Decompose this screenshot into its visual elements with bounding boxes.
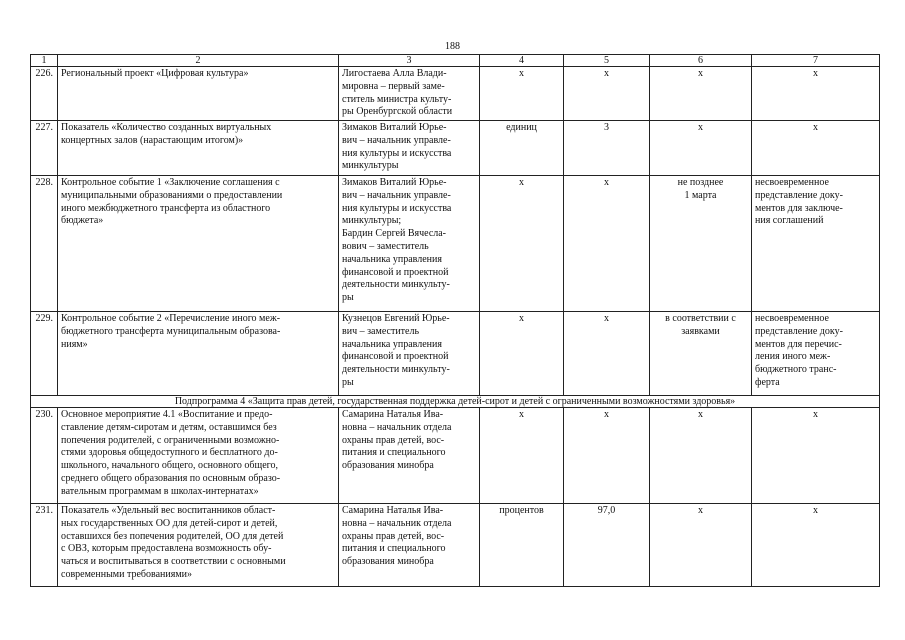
column-header: 1 <box>31 55 58 67</box>
row-number: 226. <box>31 67 58 121</box>
row-number: 230. <box>31 408 58 504</box>
target-value: х <box>564 312 650 396</box>
deadline: в соответствии с заявками <box>650 312 752 396</box>
column-header: 6 <box>650 55 752 67</box>
responsible-person: Зимаков Виталий Юрье- вич – начальник управле- ния культуры и искусства минкультуры <box>339 121 480 176</box>
row-number: 227. <box>31 121 58 176</box>
target-value: х <box>564 408 650 504</box>
table-row <box>31 67 880 121</box>
column-header: 7 <box>752 55 880 67</box>
subprogram-title: Подпрограмма 4 «Защита прав детей, государственная поддержка детей-сирот и детей с ограниченными возможностями здоровья» <box>31 396 880 408</box>
column-header: 2 <box>58 55 339 67</box>
unit-of-measure: х <box>480 176 564 312</box>
responsible-person: Самарина Наталья Ива- новна – начальник отдела охраны прав детей, вос- питания и специального образования минобра <box>339 408 480 504</box>
deadline: х <box>650 408 752 504</box>
target-value: 97,0 <box>564 504 650 587</box>
deadline: не позднее 1 марта <box>650 176 752 312</box>
deadline: х <box>650 67 752 121</box>
table-row <box>31 176 880 312</box>
table-row <box>31 312 880 396</box>
unit-of-measure: х <box>480 312 564 396</box>
item-name: Основное мероприятие 4.1 «Воспитание и предо- ставление детям-сиротам и детям, оставшимся без попечения родителей, с ограниченными возможно- стями здоровья общедоступного и бесплатного до- школьного, начального общего, основного общего, среднего общего образования по основным образо- вательным программам в школах-интернатах» <box>58 408 339 504</box>
page-number: 188 <box>445 41 460 52</box>
risk-description: х <box>752 504 880 587</box>
unit-of-measure: х <box>480 408 564 504</box>
unit-of-measure: единиц <box>480 121 564 176</box>
column-header-row <box>31 55 880 67</box>
item-name: Контрольное событие 2 «Перечисление иного меж- бюджетного трансферта муниципальным образова- ниям» <box>58 312 339 396</box>
row-number: 229. <box>31 312 58 396</box>
column-header: 4 <box>480 55 564 67</box>
target-value: 3 <box>564 121 650 176</box>
activity-table <box>30 54 880 587</box>
row-number: 228. <box>31 176 58 312</box>
deadline: х <box>650 121 752 176</box>
column-header: 5 <box>564 55 650 67</box>
responsible-person: Самарина Наталья Ива- новна – начальник отдела охраны прав детей, вос- питания и специального образования минобра <box>339 504 480 587</box>
table-row <box>31 121 880 176</box>
table-row <box>31 408 880 504</box>
responsible-person: Кузнецов Евгений Юрье- вич – заместитель начальника управления финансовой и проектной деятельности минкульту- ры <box>339 312 480 396</box>
item-name: Показатель «Удельный вес воспитанников област- ных государственных ОО для детей-сирот и детей, оставшихся без попечения родителей, ОО для детей с ОВЗ, которым предоставлена возможность обу- чаться и воспитываться в соответствии с основными современными требованиями» <box>58 504 339 587</box>
risk-description: х <box>752 408 880 504</box>
unit-of-measure: х <box>480 67 564 121</box>
deadline: х <box>650 504 752 587</box>
item-name: Контрольное событие 1 «Заключение соглашения с муниципальными образованиями о предоставлении иного межбюджетного трансферта из областного бюджета» <box>58 176 339 312</box>
risk-description: несвоевременное представление доку- ментов для перечис- ления иного меж- бюджетного транс- ферта <box>752 312 880 396</box>
risk-description: х <box>752 121 880 176</box>
column-header: 3 <box>339 55 480 67</box>
responsible-person: Лигостаева Алла Влади- мировна – первый заме- ститель министра культу- ры Оренбургской области <box>339 67 480 121</box>
target-value: х <box>564 176 650 312</box>
item-name: Показатель «Количество созданных виртуальных концертных залов (нарастающим итогом)» <box>58 121 339 176</box>
responsible-person: Зимаков Виталий Юрье- вич – начальник управле- ния культуры и искусства минкультуры; Бардин Сергей Вячесла- вович – заместитель начальника управления финансовой и проектной деятельности минкульту- ры <box>339 176 480 312</box>
unit-of-measure: процентов <box>480 504 564 587</box>
risk-description: х <box>752 67 880 121</box>
table-row <box>31 504 880 587</box>
target-value: х <box>564 67 650 121</box>
subprogram-row <box>31 396 880 408</box>
item-name: Региональный проект «Цифровая культура» <box>58 67 339 121</box>
row-number: 231. <box>31 504 58 587</box>
risk-description: несвоевременное представление доку- ментов для заключе- ния соглашений <box>752 176 880 312</box>
